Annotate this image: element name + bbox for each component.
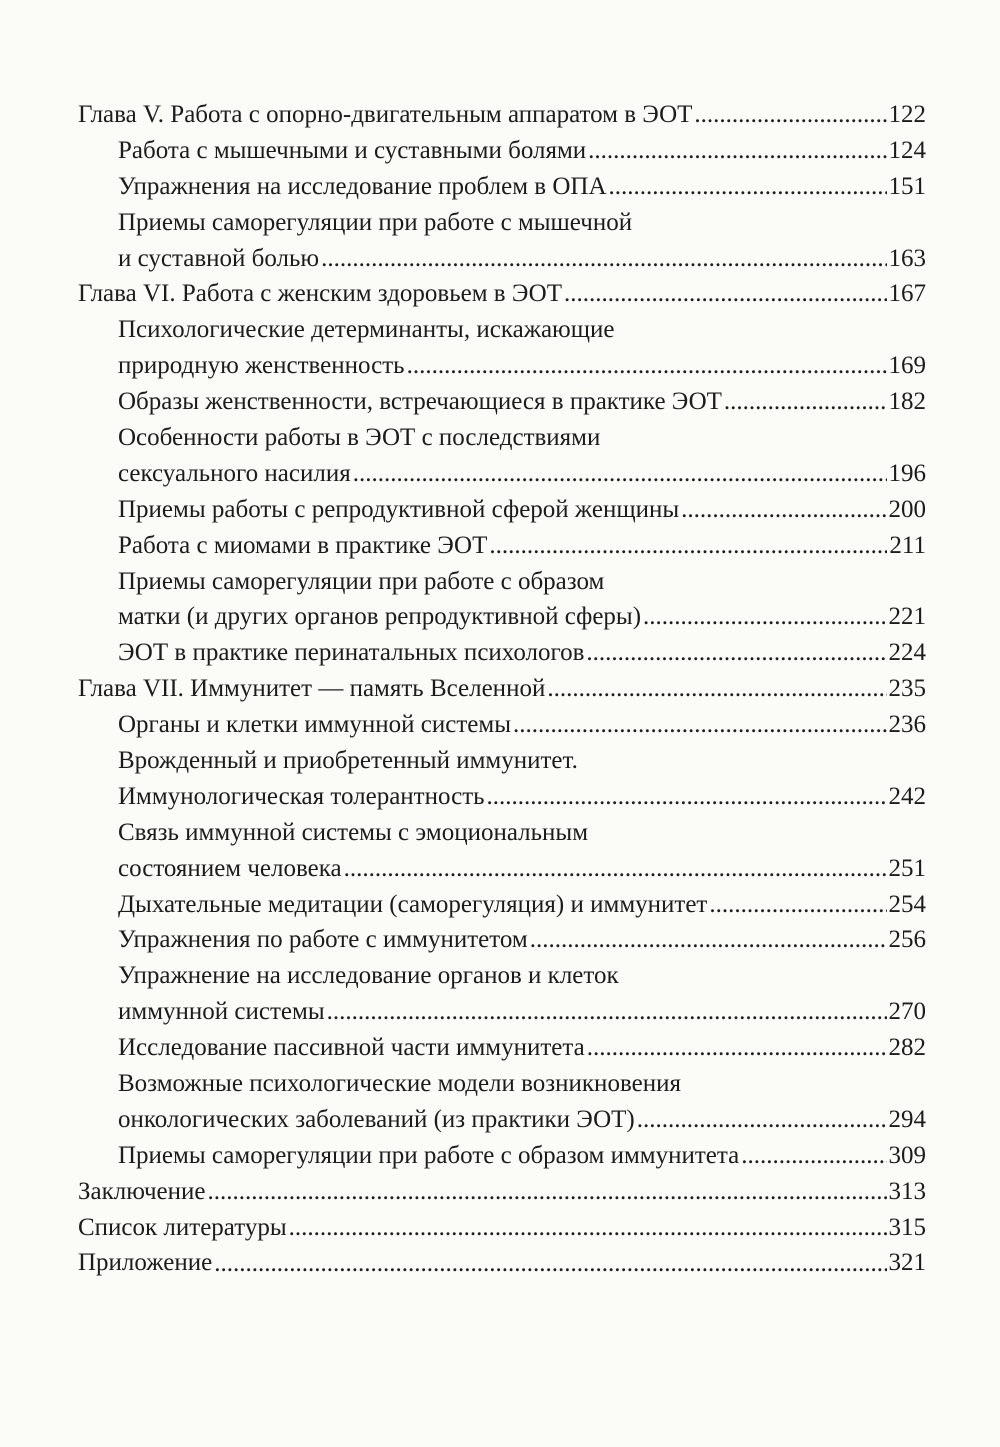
dot-leader — [327, 994, 887, 1030]
toc-page-number: 270 — [888, 998, 926, 1026]
toc-section-line — [78, 707, 926, 743]
dot-leader — [530, 922, 887, 958]
toc-section-line — [78, 312, 926, 348]
toc-page-number: 211 — [889, 531, 926, 559]
toc-chapter-line — [78, 1174, 926, 1210]
dot-leader — [321, 241, 886, 277]
dot-leader — [741, 1138, 886, 1174]
toc-page-number: 169 — [888, 352, 926, 380]
toc-section-line — [78, 851, 926, 887]
toc-entry-title: Особенности работы в ЭОТ с последствиями — [118, 424, 601, 451]
toc-page-number: 313 — [888, 1177, 926, 1205]
toc-chapter-line — [78, 671, 926, 707]
dot-leader — [513, 707, 887, 743]
toc-entry-title: Упражнение на исследование органов и клеток — [118, 962, 619, 990]
dot-leader — [587, 1030, 887, 1066]
toc-page-number: 167 — [888, 280, 926, 308]
toc-entry-title: матки (и других органов репродуктивной сферы) — [118, 603, 642, 631]
dot-leader — [724, 384, 887, 420]
dot-leader — [487, 779, 887, 815]
toc-entry-title: Упражнения на исследование проблем в ОПА — [118, 172, 607, 200]
toc-entry-title: ЭОТ в практике перинатальных психологов — [118, 639, 585, 667]
toc-page-number: 282 — [888, 1034, 926, 1062]
toc-page-number: 196 — [888, 459, 926, 487]
toc-page-number: 256 — [888, 926, 926, 954]
dot-leader — [289, 1210, 887, 1246]
toc-entry-title: Связь иммунной системы с эмоциональным — [118, 818, 589, 846]
toc-section-line — [78, 348, 926, 384]
toc-page-number: 163 — [888, 244, 926, 272]
toc-page-number: 294 — [888, 1105, 926, 1133]
toc-section-line — [78, 1066, 926, 1102]
toc-entry-title: Приложение — [78, 1249, 213, 1277]
toc-page-number: 315 — [888, 1213, 926, 1241]
toc-section-line — [78, 743, 926, 779]
toc-entry-title: Приемы работы с репродуктивной сферой женщины — [118, 495, 680, 523]
toc-entry-title: Глава V. Работа с опорно-двигательным аппаратом в ЭОТ — [78, 100, 693, 128]
dot-leader — [694, 97, 886, 133]
toc-entry-title: Исследование пассивной части иммунитета — [118, 1034, 585, 1062]
toc-entry-title: и суставной болью — [118, 244, 320, 272]
dot-leader — [681, 492, 886, 528]
dot-leader — [214, 1246, 886, 1282]
toc-section-line — [78, 528, 926, 564]
toc-section-line — [78, 815, 926, 851]
toc-entry-title: Глава VI. Работа с женским здоровьем в ЭОТ — [78, 280, 562, 308]
toc-entry-title: онкологических заболеваний (из практики ЭОТ) — [118, 1105, 635, 1133]
toc-page-number: 235 — [888, 675, 926, 703]
toc-page-number: 309 — [888, 1141, 926, 1169]
toc-chapter-line — [78, 1246, 926, 1282]
toc-section-line — [78, 887, 926, 923]
dot-leader — [637, 1102, 887, 1138]
toc-section-line — [78, 492, 926, 528]
dot-leader — [208, 1174, 887, 1210]
toc-section-line — [78, 384, 926, 420]
toc-entry-title: Иммунологическая толерантность — [118, 782, 485, 810]
toc-entry-title: природную женственность — [118, 352, 405, 380]
toc-entry-title: Работа с миомами в практике ЭОТ — [118, 531, 488, 559]
toc-page-number: 200 — [888, 495, 926, 523]
toc-section-line — [78, 456, 926, 492]
toc-section-line — [78, 635, 926, 671]
dot-leader — [407, 348, 887, 384]
toc-entry-title: Работа с мышечными и суставными болями — [118, 136, 587, 164]
toc-page-number: 122 — [888, 100, 926, 128]
toc-page-number: 151 — [888, 172, 926, 200]
toc-entry-title: Психологические детерминанты, искажающие — [118, 316, 615, 344]
toc-entry-title: Заключение — [78, 1177, 206, 1205]
toc-entry-title: Упражнения по работе с иммунитетом — [118, 926, 528, 954]
dot-leader — [564, 276, 887, 312]
toc-page-number: 124 — [888, 136, 926, 164]
dot-leader — [609, 169, 887, 205]
toc-entry-title: Приемы саморегуляции при работе с мышечной — [118, 208, 633, 236]
toc-entry-title: Возможные психологические модели возникновения — [118, 1070, 681, 1098]
dot-leader — [353, 456, 887, 492]
toc-page-number: 251 — [888, 854, 926, 882]
toc-entry-title: иммунной системы — [118, 998, 325, 1026]
toc-section-line — [78, 420, 926, 456]
dot-leader — [344, 851, 887, 887]
toc-page-number: 321 — [888, 1249, 926, 1277]
toc-entry-title: Глава VII. Иммунитет — память Вселенной — [78, 675, 546, 703]
toc-chapter-line — [78, 97, 926, 133]
toc-page-number: 254 — [888, 890, 926, 918]
table-of-contents — [78, 97, 926, 1281]
toc-entry-title: Список литературы — [78, 1213, 287, 1241]
toc-page-number: 224 — [888, 639, 926, 667]
toc-page-number: 221 — [888, 603, 926, 631]
toc-chapter-line — [78, 276, 926, 312]
dot-leader — [588, 133, 886, 169]
toc-entry-title: Приемы саморегуляции при работе с образом иммунитета — [118, 1141, 740, 1169]
toc-section-line — [78, 133, 926, 169]
toc-entry-title: Дыхательные медитации (саморегуляция) и иммунитет — [118, 890, 708, 918]
toc-page-number: 242 — [888, 782, 926, 810]
toc-section-line — [78, 922, 926, 958]
toc-section-line — [78, 169, 926, 205]
toc-section-line — [78, 1138, 926, 1174]
toc-section-line — [78, 564, 926, 600]
toc-entry-title: Приемы саморегуляции при работе с образом — [118, 567, 605, 595]
toc-entry-title: Врожденный и приобретенный иммунитет. — [118, 747, 578, 775]
toc-section-line — [78, 1030, 926, 1066]
toc-section-line — [78, 241, 926, 277]
dot-leader — [709, 887, 886, 923]
toc-section-line — [78, 994, 926, 1030]
toc-section-line — [78, 205, 926, 241]
toc-page-number: 236 — [888, 711, 926, 739]
dot-leader — [489, 528, 887, 564]
toc-page-number: 182 — [888, 388, 926, 416]
toc-section-line — [78, 779, 926, 815]
toc-section-line — [78, 958, 926, 994]
toc-entry-title: состоянием человека — [118, 854, 342, 882]
dot-leader — [547, 671, 886, 707]
toc-entry-title: сексуального насилия — [118, 459, 351, 487]
toc-chapter-line — [78, 1210, 926, 1246]
toc-section-line — [78, 599, 926, 635]
dot-leader — [643, 599, 886, 635]
dot-leader — [586, 635, 886, 671]
toc-entry-title: Органы и клетки иммунной системы — [118, 711, 511, 739]
toc-entry-title: Образы женственности, встречающиеся в практике ЭОТ — [118, 388, 722, 416]
toc-section-line — [78, 1102, 926, 1138]
